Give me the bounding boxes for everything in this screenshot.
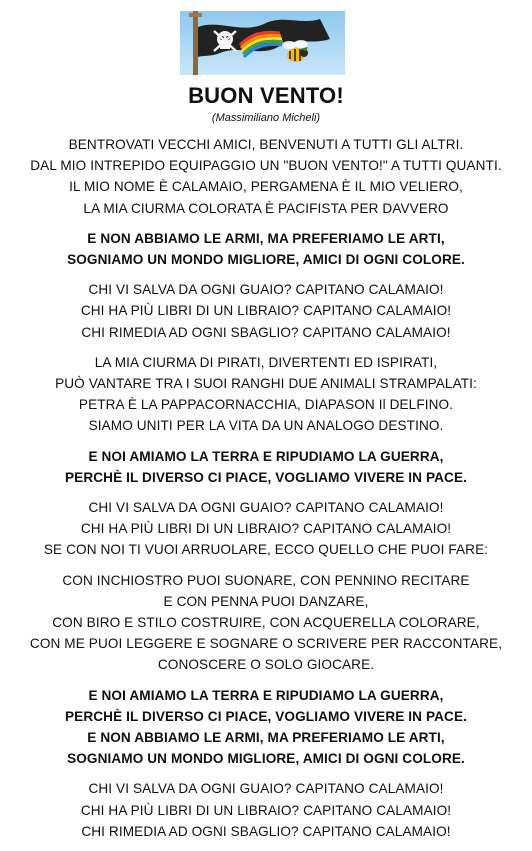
poem-title: BUON VENTO! xyxy=(188,83,344,108)
lyric-line: CON BIRO E STILO COSTRUIRE, CON ACQUERELLA COLORARE, xyxy=(52,615,480,631)
lyric-line: E NON ABBIAMO LE ARMI, MA PREFERIAMO LE ARTI, xyxy=(87,230,445,246)
verse-stanza xyxy=(0,279,532,343)
chorus-stanza xyxy=(0,228,532,270)
lyric-line: DAL MIO INTREPIDO EQUIPAGGIO UN "BUON VENTO!" A TUTTI QUANTI. xyxy=(30,158,502,174)
lyric-line: PUÒ VANTARE TRA I SUOI RANGHI DUE ANIMALI STRAMPALATI: xyxy=(55,376,477,392)
lyric-line: CHI RIMEDIA AD OGNI SBAGLIO? CAPITANO CALAMAIO! xyxy=(81,823,451,839)
lyrics-body xyxy=(0,134,532,851)
pirate-flag-icon xyxy=(180,11,345,75)
lyric-line: CHI HA PIÙ LIBRI DI UN LIBRAIO? CAPITANO CALAMAIO! xyxy=(80,521,452,537)
pirate-flag-illustration xyxy=(180,11,345,75)
verse-stanza xyxy=(0,497,532,561)
lyric-line: CON INCHIOSTRO PUOI SUONARE, CON PENNINO RECITARE xyxy=(62,572,470,588)
lyric-line: CHI VI SALVA DA OGNI GUAIO? CAPITANO CALAMAIO! xyxy=(88,781,444,797)
author-credit: (Massimiliano Micheli) xyxy=(211,112,321,124)
verse-stanza xyxy=(0,134,532,219)
verse-stanza xyxy=(0,570,532,676)
lyric-line: SIAMO UNITI PER LA VITA DA UN ANALOGO DESTINO. xyxy=(88,418,444,434)
lyric-line: IL MIO NOME È CALAMAIO, PERGAMENA È IL MIO VELIERO, xyxy=(69,179,463,195)
lyric-line: E CON PENNA PUOI DANZARE, xyxy=(163,593,369,609)
lyric-line: E NOI AMIAMO LA TERRA E RIPUDIAMO LA GUERRA, xyxy=(88,687,444,703)
lyric-line: CONOSCERE O SOLO GIOCARE. xyxy=(157,657,375,673)
lyric-line: SOGNIAMO UN MONDO MIGLIORE, AMICI DI OGNI COLORE. xyxy=(67,252,465,268)
lyric-line: CON ME PUOI LEGGERE E SOGNARE O SCRIVERE PER RACCONTARE, xyxy=(29,636,503,652)
chorus-stanza xyxy=(0,446,532,488)
lyric-line: CHI VI SALVA DA OGNI GUAIO? CAPITANO CALAMAIO! xyxy=(88,500,444,516)
lyric-line: CHI VI SALVA DA OGNI GUAIO? CAPITANO CALAMAIO! xyxy=(88,282,444,298)
lyric-line: CHI HA PIÙ LIBRI DI UN LIBRAIO? CAPITANO CALAMAIO! xyxy=(80,802,452,818)
lyric-line: CHI RIMEDIA AD OGNI SBAGLIO? CAPITANO CALAMAIO! xyxy=(81,324,451,340)
lyric-line: LA MIA CIURMA COLORATA È PACIFISTA PER DAVVERO xyxy=(83,200,449,216)
verse-stanza xyxy=(0,778,532,842)
lyric-line: CHI HA PIÙ LIBRI DI UN LIBRAIO? CAPITANO CALAMAIO! xyxy=(80,303,452,319)
lyric-line: BENTROVATI VECCHI AMICI, BENVENUTI A TUTTI GLI ALTRI. xyxy=(68,137,464,152)
verse-stanza xyxy=(0,352,532,437)
lyric-line: SE CON NOI TI VUOI ARRUOLARE, ECCO QUELLO CHE PUOI FARE: xyxy=(43,542,489,558)
lyric-line: PETRA È LA PAPPACORNACCHIA, DIAPASON Il DELFINO. xyxy=(78,397,454,413)
chorus-stanza xyxy=(0,685,532,770)
lyric-line: PERCHÈ IL DIVERSO CI PIACE, VOGLIAMO VIVERE IN PACE. xyxy=(65,708,467,724)
lyric-line: E NOI AMIAMO LA TERRA E RIPUDIAMO LA GUERRA, xyxy=(88,448,444,464)
lyric-line: E NON ABBIAMO LE ARMI, MA PREFERIAMO LE ARTI, xyxy=(87,730,445,746)
lyric-line: LA MIA CIURMA DI PIRATI, DIVERTENTI ED ISPIRATI, xyxy=(94,354,438,370)
lyric-line: PERCHÈ IL DIVERSO CI PIACE, VOGLIAMO VIVERE IN PACE. xyxy=(65,469,467,485)
lyric-line: SOGNIAMO UN MONDO MIGLIORE, AMICI DI OGNI COLORE. xyxy=(67,751,465,767)
